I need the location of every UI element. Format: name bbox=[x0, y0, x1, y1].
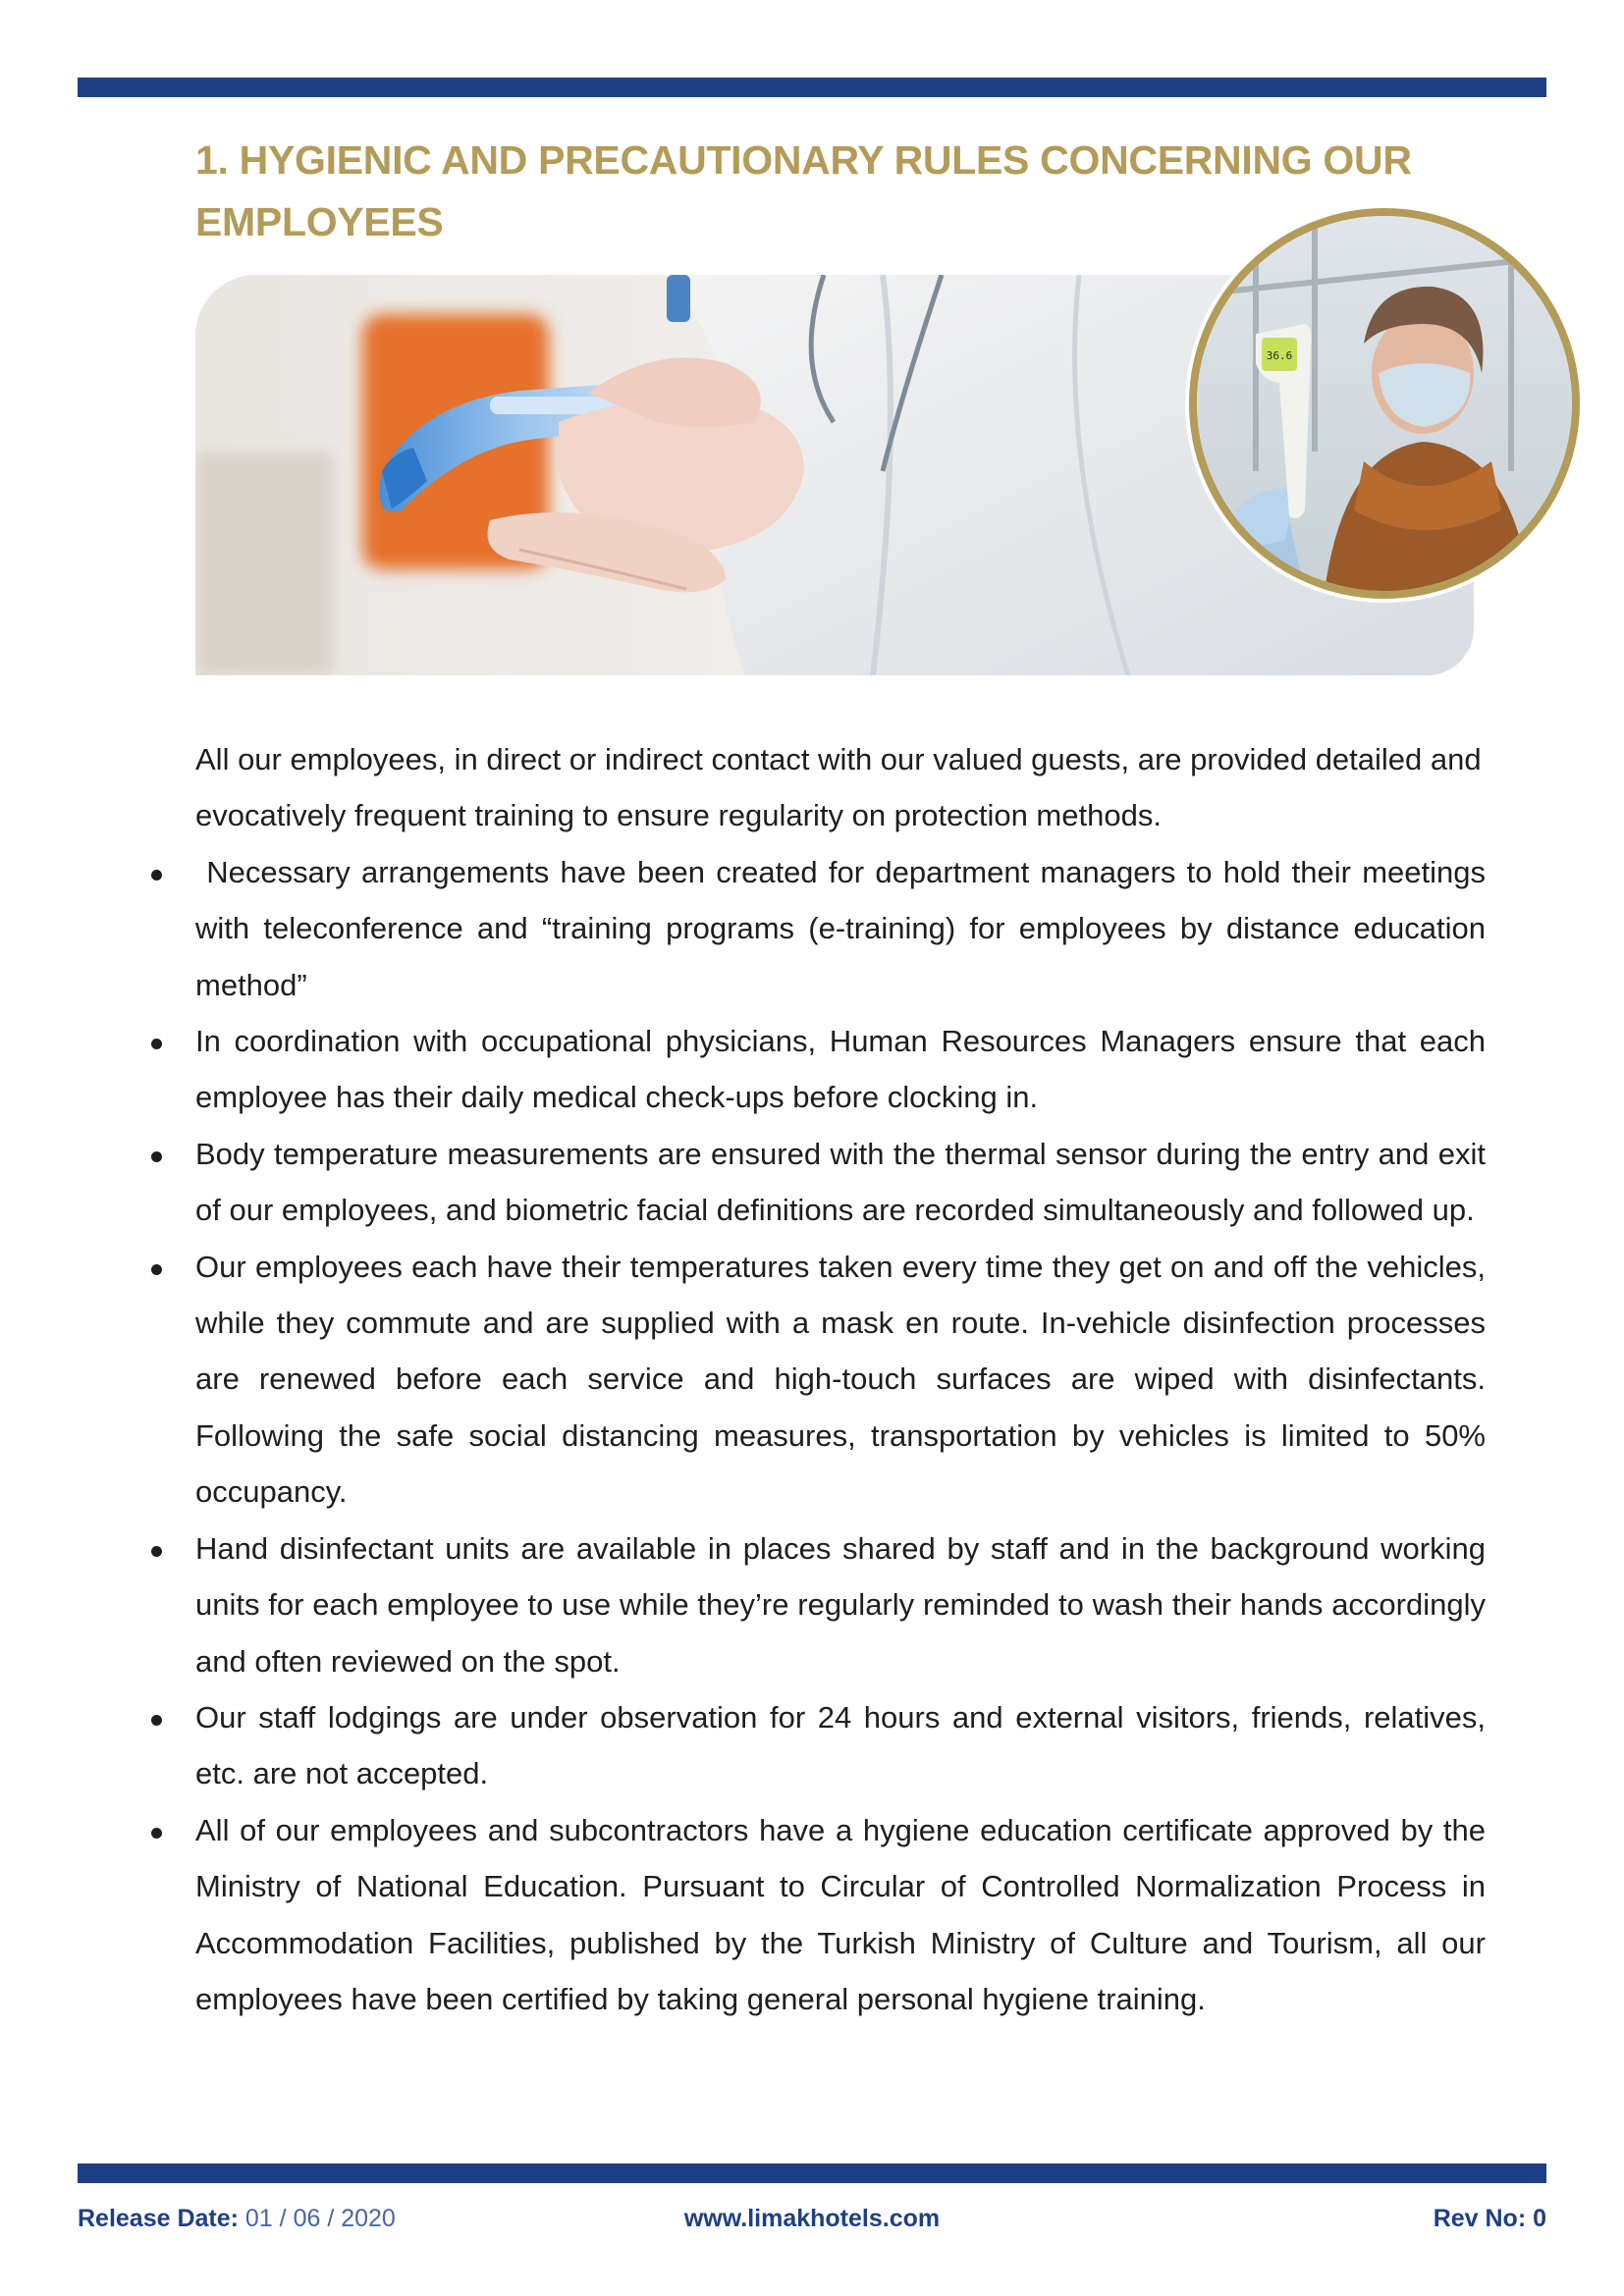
revision-number: Rev No: 0 bbox=[1433, 2205, 1546, 2232]
list-item-text: Our staff lodgings are under observation for 24 hours and external visitors, friends, relatives, etc. are not accepted. bbox=[195, 1699, 1486, 1791]
release-date-label: Release Date: bbox=[78, 2205, 239, 2232]
list-item-text: All of our employees and subcontractors have a hygiene education certificate approved by the Ministry of National Education. Pursuant to Circular of Controlled Normalization Process in Accommodation Facilities, published by the Turkish Ministry of Culture and Tourism, all our employees have been certified by taking general personal hygiene training. bbox=[195, 1812, 1486, 2016]
website-link[interactable]: www.limakhotels.com bbox=[683, 2205, 941, 2232]
bullet-icon bbox=[151, 1039, 162, 1049]
footer-rule bbox=[78, 2163, 1546, 2183]
list-item-text: Body temperature measurements are ensured with the thermal sensor during the entry and exit of our employees, and biometric facial definitions are recorded simultaneously and followed up. bbox=[195, 1136, 1486, 1228]
list-item bbox=[195, 1239, 1486, 1521]
list-item-text: Our employees each have their temperatures taken every time they get on and off the vehicles, while they commute and are supplied with a mask en route. In-vehicle disinfection processes are renewed before each service and high-touch surfaces are wiped with disinfectants. Following the safe social distancing measures, transportation by vehicles is limited to 50% occupancy. bbox=[195, 1249, 1486, 1510]
list-item-text: Hand disinfectant units are available in places shared by staff and in the background working units for each employee to use while they’re regularly reminded to wash their hands accordingly and often reviewed on the spot. bbox=[195, 1530, 1486, 1679]
list-item bbox=[195, 1521, 1486, 1689]
list-item bbox=[195, 1013, 1486, 1126]
body-content bbox=[195, 731, 1486, 2027]
release-date-value: 01 / 06 / 2020 bbox=[238, 2205, 396, 2232]
thermometer-reading: 36.6 bbox=[1266, 349, 1293, 362]
bullet-icon bbox=[151, 1828, 162, 1839]
section-title: 1. HYGIENIC AND PRECAUTIONARY RULES CONCERNING OUR EMPLOYEES bbox=[195, 137, 1412, 244]
inset-photo bbox=[1189, 208, 1580, 599]
rules-list bbox=[195, 844, 1486, 2028]
header-rule bbox=[78, 78, 1546, 97]
list-item bbox=[195, 844, 1486, 1013]
bullet-icon bbox=[151, 870, 162, 881]
list-item bbox=[195, 1802, 1486, 2028]
list-item bbox=[195, 1689, 1486, 1802]
bullet-icon bbox=[151, 1546, 162, 1557]
list-item-text: In coordination with occupational physicians, Human Resources Managers ensure that each employee has their daily medical check-ups before clocking in. bbox=[195, 1024, 1486, 1115]
bullet-icon bbox=[151, 1264, 162, 1275]
temperature-check-illustration bbox=[1197, 216, 1572, 591]
intro-paragraph: All our employees, in direct or indirect contact with our valued guests, are provided detailed and evocatively frequent training to ensure regularity on protection methods. bbox=[195, 742, 1482, 833]
bullet-icon bbox=[151, 1715, 162, 1726]
bullet-icon bbox=[151, 1151, 162, 1162]
list-item bbox=[195, 1126, 1486, 1239]
list-item-text: Necessary arrangements have been created for department managers to hold their meetings with teleconference and “training programs (e-training) for employees by distance education method” bbox=[195, 854, 1486, 1002]
